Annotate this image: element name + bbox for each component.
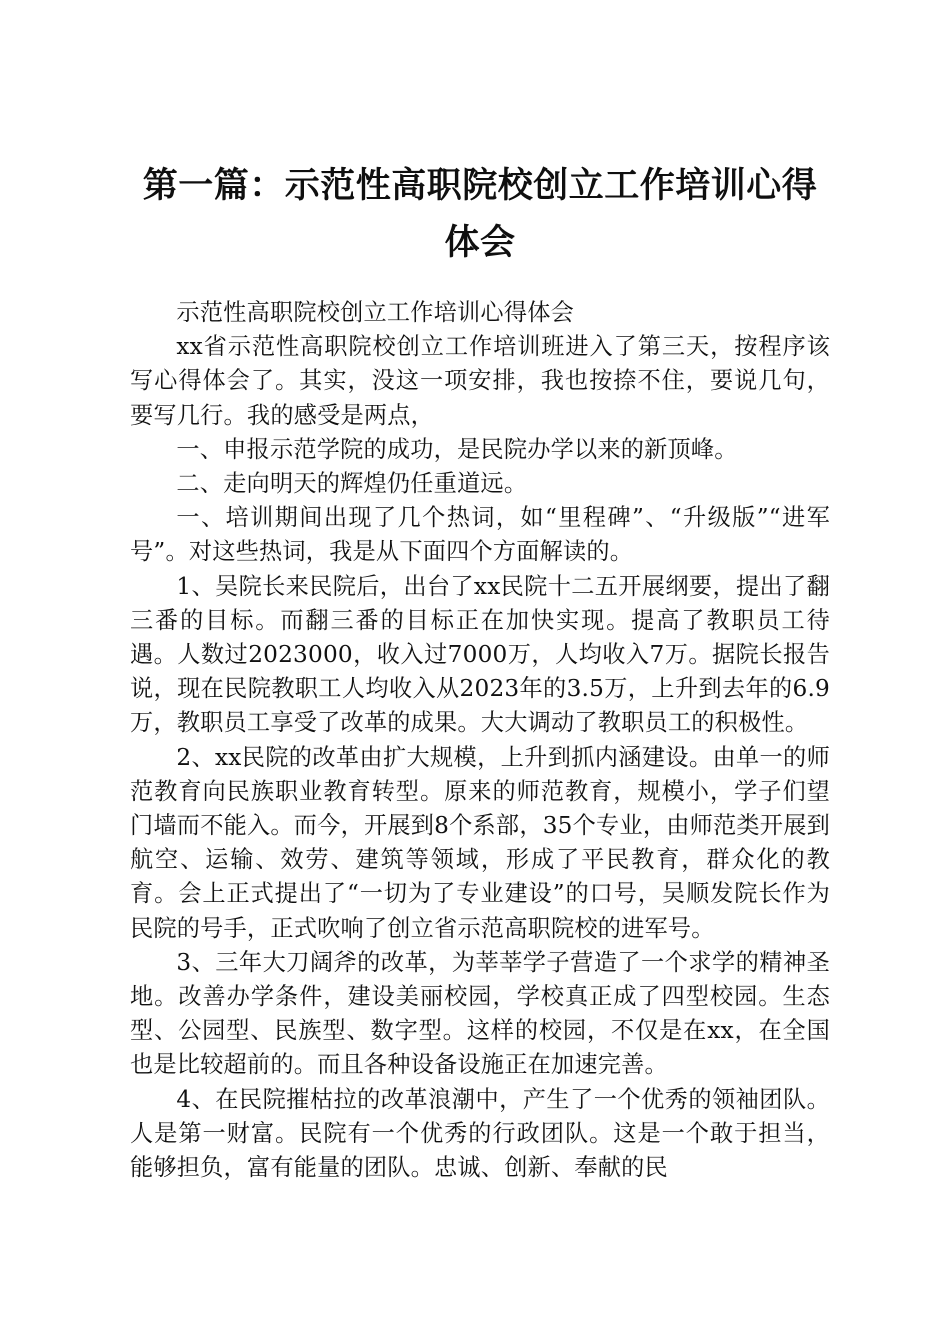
paragraph-item-1: 1、吴院长来民院后，出台了xx民院十二五开展纲要，提出了翻三番的目标。而翻三番的目标正在加快实现。提高了教职员工待遇。人数过2023000，收入过7000万，人均收入7万。据院长报告说，现在民院教职工人均收入从2023年的3.5万，上升到去年的6.9万，教职员工享受了改革的成果。大大调动了教职员工的积极性。 [130, 572, 830, 737]
document-body [130, 296, 830, 1185]
paragraph-item-2: 2、xx民院的改革由扩大规模，上升到抓内涵建设。由单一的师范教育向民族职业教育转型。原来的师范教育，规模小，学子们望门墙而不能入。而今，开展到8个系部，35个专业，由师范类开展到航空、运输、效劳、建筑等领域，形成了平民教育，群众化的教育。会上正式提出了“一切为了专业建设”的口号，吴顺发院长作为民院的号手，正式吹响了创立省示范高职院校的进军号。 [130, 743, 830, 942]
paragraph-point-one: 一、申报示范学院的成功，是民院办学以来的新顶峰。 [176, 435, 738, 463]
paragraph-point-two: 二、走向明天的辉煌仍任重道远。 [176, 470, 528, 498]
paragraph-item-4: 4、在民院摧枯拉的改革浪潮中，产生了一个优秀的领袖团队。人是第一财富。民院有一个优秀的行政团队。这是一个敢于担当，能够担负，富有能量的团队。忠诚、创新、奉献的民 [130, 1085, 830, 1182]
paragraph-item-3: 3、三年大刀阔斧的改革，为莘莘学子营造了一个求学的精神圣地。改善办学条件，建设美丽校园，学校真正成了四型校园。生态型、公园型、民族型、数字型。这样的校园，不仅是在xx，在全国也是比较超前的。而且各种设备设施正在加速完善。 [130, 948, 830, 1079]
paragraph-intro: xx省示范性高职院校创立工作培训班进入了第三天，按程序该写心得体会了。其实，没这一项安排，我也按捺不住，要说几句，要写几行。我的感受是两点， [130, 333, 830, 429]
document-subtitle: 示范性高职院校创立工作培训心得体会 [176, 299, 574, 326]
document-title: 第一篇：示范性高职院校创立工作培训心得体会 [142, 166, 818, 263]
paragraph-hot-words: 一、培训期间出现了几个热词，如“里程碑”、“升级版”“进军号”。对这些热词，我是从下面四个方面解读的。 [130, 504, 830, 566]
